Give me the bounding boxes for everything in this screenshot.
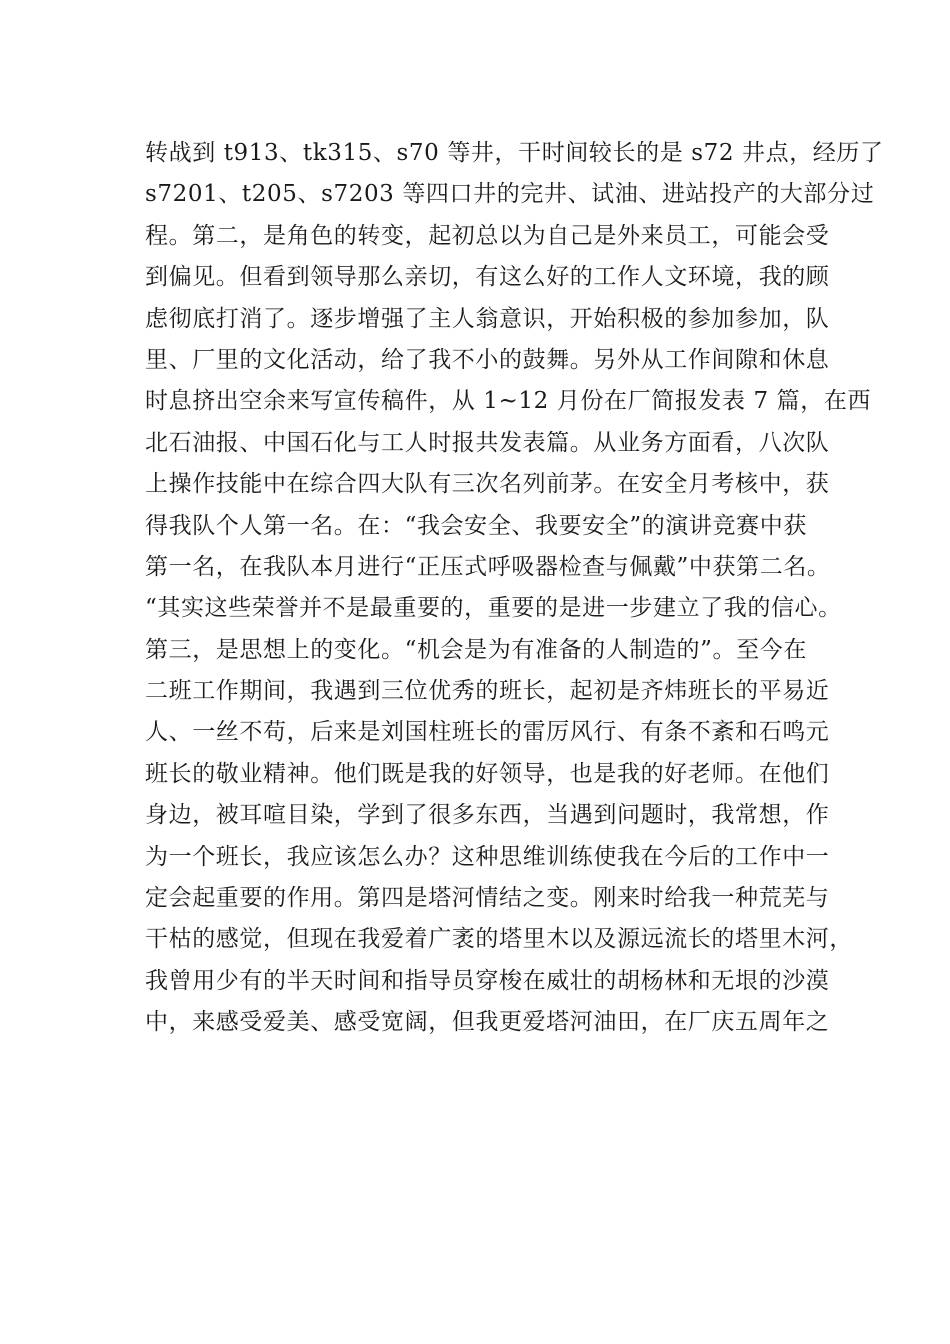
text-line: “其实这些荣誉并不是最重要的，重要的是进一步建立了我的信心。 (145, 595, 842, 622)
text-line: 到偏见。但看到领导那么亲切，有这么好的工作人文环境，我的顾 (145, 264, 830, 291)
text-line: 定会起重要的作用。第四是塔河情结之变。刚来时给我一种荒芜与 (145, 885, 830, 912)
text-line: 人、一丝不苟，后来是刘国柱班长的雷厉风行、有条不紊和石鸣元 (145, 719, 830, 746)
text-line: 转战到 t913、tk315、s70 等井，干时间较长的是 s72 井点，经历了 (145, 140, 884, 166)
text-line: 里、厂里的文化活动，给了我不小的鼓舞。另外从工作间隙和休息 (145, 346, 830, 373)
text-line: 二班工作期间，我遇到三位优秀的班长，起初是齐炜班长的平易近 (145, 678, 830, 705)
text-line: 上操作技能中在综合四大队有三次名列前茅。在安全月考核中，获 (145, 471, 830, 498)
text-line: 我曾用少有的半天时间和指导员穿梭在威壮的胡杨林和无垠的沙漠 (145, 967, 830, 994)
text-line: 北石油报、中国石化与工人时报共发表篇。从业务方面看，八次队 (145, 429, 830, 456)
text-line: 时息挤出空余来写宣传稿件，从 1~12 月份在厂简报发表 7 篇，在西 (145, 388, 872, 415)
text-line: 第一名，在我队本月进行“正压式呼吸器检查与佩戴”中获第二名。 (145, 553, 831, 580)
text-line: 得我队个人第一名。在：“我会安全、我要安全”的演讲竞赛中获 (145, 512, 807, 539)
text-line: 身边，被耳喧目染，学到了很多东西，当遇到问题时，我常想，作 (145, 802, 830, 829)
text-line: 第三，是思想上的变化。“机会是为有准备的人制造的”。至今在 (145, 636, 807, 663)
text-line: 班长的敬业精神。他们既是我的好领导，也是我的好老师。在他们 (145, 760, 830, 787)
text-line: 为一个班长，我应该怎么办？这种思维训练使我在今后的工作中一 (145, 843, 830, 870)
text-line: 程。第二，是角色的转变，起初总以为自己是外来员工，可能会受 (145, 222, 830, 249)
text-line: 干枯的感觉，但现在我爱着广袤的塔里木以及源远流长的塔里木河， (145, 926, 853, 953)
text-line: 虑彻底打消了。逐步增强了主人翁意识，开始积极的参加参加，队 (145, 305, 830, 332)
text-line: 中，来感受爱美、感受宽阔，但我更爱塔河油田，在厂庆五周年之 (145, 1009, 830, 1036)
text-line: s7201、t205、s7203 等四口井的完井、试油、进站投产的大部分过 (145, 181, 875, 208)
body-text (145, 133, 884, 1044)
